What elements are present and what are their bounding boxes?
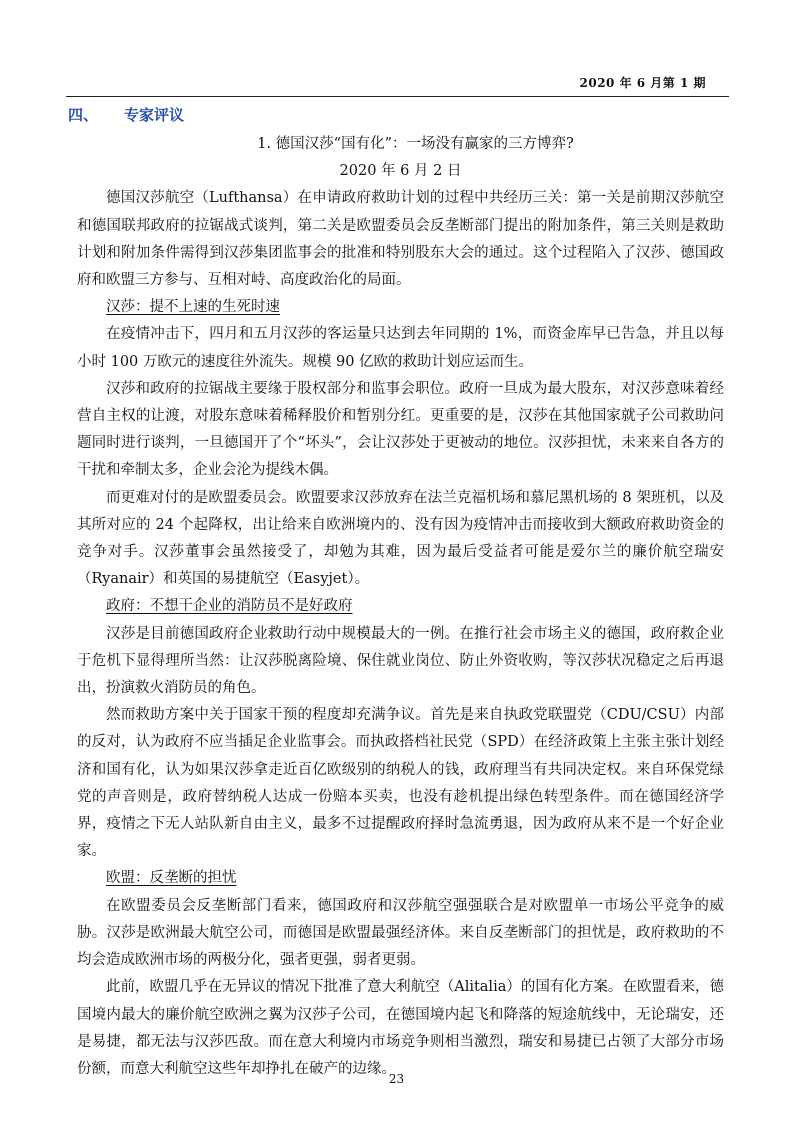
- article-date: 2020 年 6 月 2 日: [339, 163, 462, 180]
- section-title: 专家评议: [124, 106, 185, 124]
- page-number: 23: [388, 1072, 405, 1086]
- header-rule: [66, 96, 729, 97]
- subsection-heading: [77, 865, 724, 892]
- paragraph: 德国汉莎航空（Lufthansa）在申请政府救助计划的过程中共经历三关：第一关是前期汉莎航空和德国联邦政府的拉锯战式谈判，第二关是欧盟委员会反垄断部门提出的附加条件，第三关则是救助计划和附加条件需得到汉莎集团监事会的批准和特别股东大会的通过。这个过程陷入了汉莎、德国政府和欧盟三方参与、互相对峙、高度政治化的局面。: [77, 190, 724, 289]
- paragraph: 汉莎是目前德国政府企业救助行动中规模最大的一例。在推行社会市场主义的德国，政府救企业于危机下显得理所当然：让汉莎脱离险境、保住就业岗位、防止外资收购，等汉莎状况稳定之后再退出，扮演救火消防员的角色。: [77, 625, 724, 697]
- paragraph: 汉莎和政府的拉锯战主要缘于股权部分和监事会职位。政府一旦成为最大股东，对汉莎意味着经营自主权的让渡，对股东意味着稀释股价和暂别分红。更重要的是，汉莎在其他国家就子公司救助问题同时进行谈判，一旦德国开了个“坏头”，会让汉莎处于更被动的地位。汉莎担忧，未来来自各方的干扰和牵制太多，企业会沦为提线木偶。: [77, 380, 724, 479]
- subsection-heading: [77, 593, 724, 620]
- section-number: 四、: [68, 106, 99, 124]
- article-title: 1. 德国汉莎“国有化”：一场没有赢家的三方博弈?: [257, 136, 574, 152]
- paragraph: 在欧盟委员会反垄断部门看来，德国政府和汉莎航空强强联合是对欧盟单一市场公平竞争的威胁。汉莎是欧洲最大航空公司，而德国是欧盟最强经济体。来自反垄断部门的担忧是，政府救助的不均会造成欧洲市场的两极分化，强者更强，弱者更弱。: [77, 897, 724, 969]
- paragraph: 然而救助方案中关于国家干预的程度却充满争议。首先是来自执政党联盟党（CDU/CSU）内部的反对，认为政府不应当插足企业监事会。而执政搭档社民党（SPD）在经济政策上主张主张计划经济和国有化，认为如果汉莎拿走近百亿欧级别的纳税人的钱，政府理当有共同决定权。来自环保党绿党的声音则是，政府替纳税人达成一份赔本买卖，也没有趁机提出绿色转型条件。而在德国经济学界，疫情之下无人站队新自由主义，最多不过提醒政府择时急流勇退，因为政府从来不是一个好企业家。: [77, 707, 724, 860]
- article-body: [77, 185, 724, 1083]
- subsection-heading: [77, 294, 724, 321]
- paragraph: 而更难对付的是欧盟委员会。欧盟要求汉莎放弃在法兰克福机场和慕尼黑机场的 8 架班机，以及其所对应的 24 个起降权，出让给来自欧洲境内的、没有因为疫情冲击而接收到大额政府救助资金的竞争对手。汉莎董事会虽然接受了，却勉为其难，因为最后受益者可能是爱尔兰的廉价航空瑞安（Ryanair）和英国的易捷航空（Easyjet）。: [77, 489, 724, 588]
- subsection-heading-text: 政府：不想干企业的消防员不是好政府: [106, 598, 353, 615]
- article: [77, 131, 724, 1083]
- paragraph: 此前，欧盟几乎在无异议的情况下批准了意大利航空（Alitalia）的国有化方案。在欧盟看来，德国境内最大的廉价航空欧洲之翼为汉莎子公司，在德国境内起飞和降落的短途航线中，无论瑞安，还是易捷，都无法与汉莎匹敌。而在意大利境内市场竞争则相当激烈，瑞安和易捷已占领了大部分市场份额，而意大利航空这些年却挣扎在破产的边缘。: [77, 979, 724, 1077]
- paragraph: 在疫情冲击下，四月和五月汉莎的客运量只达到去年同期的 1%，而资金库早已告急，并且以每小时 100 万欧元的速度往外流失。规模 90 亿欧的救助计划应运而生。: [77, 326, 724, 370]
- subsection-heading-text: 欧盟：反垄断的担忧: [106, 870, 237, 887]
- subsection-heading-text: 汉莎：提不上速的生死时速: [106, 299, 280, 316]
- section-heading: [68, 104, 184, 125]
- issue-header: 2020 年 6 月第 1 期: [579, 76, 706, 90]
